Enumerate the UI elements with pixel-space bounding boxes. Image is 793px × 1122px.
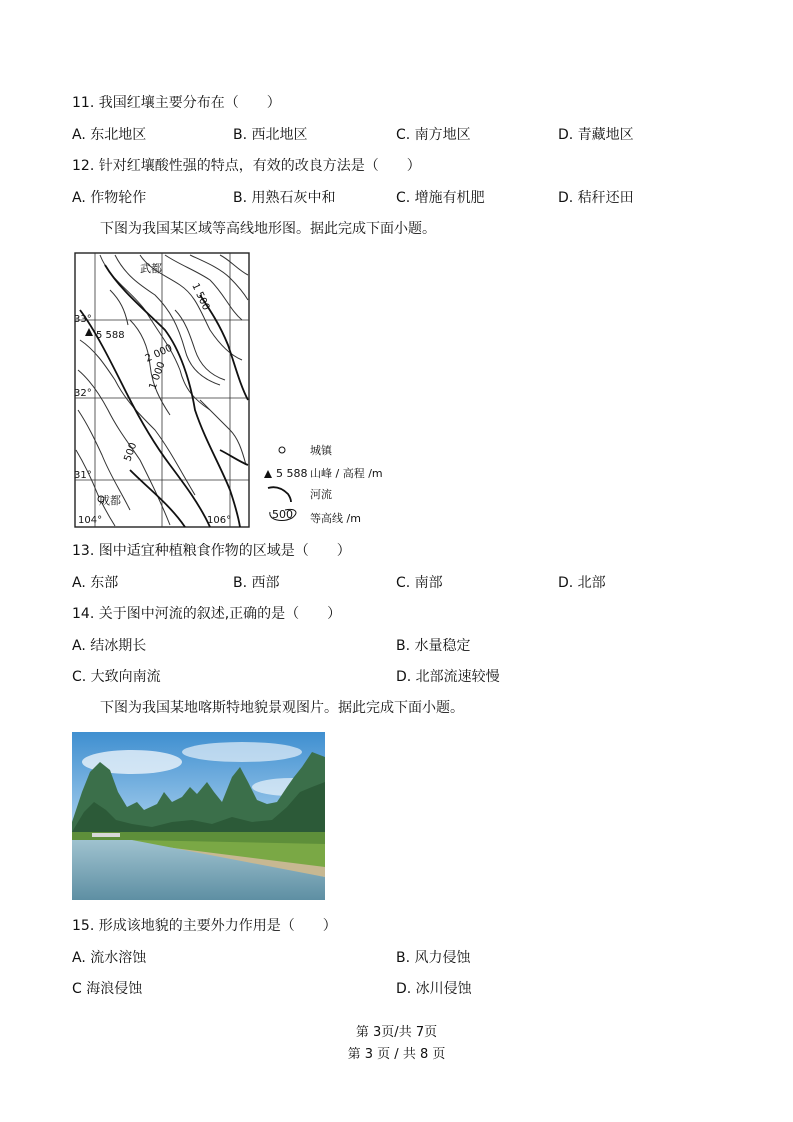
place-label-wudu: 武都 bbox=[140, 262, 162, 275]
contour-label-1500: 1 500 bbox=[189, 281, 212, 313]
q15-option-c: C 海浪侵蚀 bbox=[72, 981, 143, 997]
q12-option-c: C. 增施有机肥 bbox=[396, 190, 485, 206]
q15-option-a: A. 流水溶蚀 bbox=[72, 950, 147, 966]
lat-label-33: 33° bbox=[74, 314, 92, 325]
legend-river-label: 河流 bbox=[310, 488, 332, 501]
legend-peak-label: 山峰 / 高程 /m bbox=[310, 467, 383, 480]
page-footer-primary: 第 3页/共 7页 bbox=[355, 1025, 438, 1040]
lon-label-104: 104° bbox=[78, 515, 103, 526]
q14-option-a: A. 结冰期长 bbox=[72, 638, 147, 654]
photo-intro-text: 下图为我国某地喀斯特地貌景观图片。据此完成下面小题。 bbox=[100, 700, 464, 716]
legend-peak-value: 5 588 bbox=[276, 467, 308, 480]
q11-stem: 11. 我国红壤主要分布在（ ） bbox=[72, 95, 281, 111]
lat-label-32: 32° bbox=[74, 388, 92, 399]
legend-contour-label: 等高线 /m bbox=[310, 512, 361, 525]
place-label-chengdu: 成都 bbox=[99, 494, 121, 507]
q15-stem: 15. 形成该地貌的主要外力作用是（ ） bbox=[72, 918, 337, 934]
lat-label-31: 31° bbox=[74, 470, 92, 481]
contour-label-2000: 2 000 bbox=[143, 342, 175, 365]
q13-option-c: C. 南部 bbox=[396, 575, 443, 591]
q13-option-d: D. 北部 bbox=[558, 575, 606, 591]
q11-option-a: A. 东北地区 bbox=[72, 127, 147, 143]
q11-option-d: D. 青藏地区 bbox=[558, 127, 634, 143]
q13-option-b: B. 西部 bbox=[233, 575, 280, 591]
contour-label-500: 500 bbox=[122, 441, 140, 464]
q13-stem: 13. 图中适宜种植粮食作物的区域是（ ） bbox=[72, 543, 351, 559]
q14-option-b: B. 水量稳定 bbox=[396, 638, 471, 654]
q11-option-c: C. 南方地区 bbox=[396, 127, 471, 143]
q12-stem: 12. 针对红壤酸性强的特点，有效的改良方法是（ ） bbox=[72, 158, 421, 174]
q14-option-c: C. 大致向南流 bbox=[72, 669, 161, 685]
map-intro-text: 下图为我国某区域等高线地形图。据此完成下面小题。 bbox=[100, 221, 436, 237]
q12-option-a: A. 作物轮作 bbox=[72, 190, 147, 206]
lon-label-106: 106° bbox=[207, 515, 232, 526]
peak-elevation-label: 5 588 bbox=[96, 330, 125, 341]
page-footer-secondary: 第 3 页 / 共 8 页 bbox=[347, 1047, 446, 1062]
legend-river-icon bbox=[268, 487, 291, 502]
q12-option-d: D. 秸秆还田 bbox=[558, 190, 634, 206]
photo-boat bbox=[92, 833, 120, 837]
legend-town-icon bbox=[279, 447, 285, 453]
contour-map-figure bbox=[70, 250, 400, 532]
q11-option-b: B. 西北地区 bbox=[233, 127, 308, 143]
q15-option-d: D. 冰川侵蚀 bbox=[396, 981, 472, 997]
photo-cloud-2 bbox=[182, 742, 302, 762]
legend-peak-icon bbox=[264, 470, 272, 478]
q14-stem: 14. 关于图中河流的叙述,正确的是（ ） bbox=[72, 606, 342, 622]
q15-option-b: B. 风力侵蚀 bbox=[396, 950, 471, 966]
karst-landscape-photo bbox=[72, 732, 325, 900]
map-legend bbox=[264, 443, 383, 525]
q13-option-a: A. 东部 bbox=[72, 575, 119, 591]
q12-option-b: B. 用熟石灰中和 bbox=[233, 190, 336, 206]
legend-contour-value: 500 bbox=[272, 508, 293, 521]
contour-label-1000: 1 000 bbox=[147, 360, 168, 392]
legend-town-label: 城镇 bbox=[310, 444, 332, 457]
q14-option-d: D. 北部流速较慢 bbox=[396, 669, 500, 685]
